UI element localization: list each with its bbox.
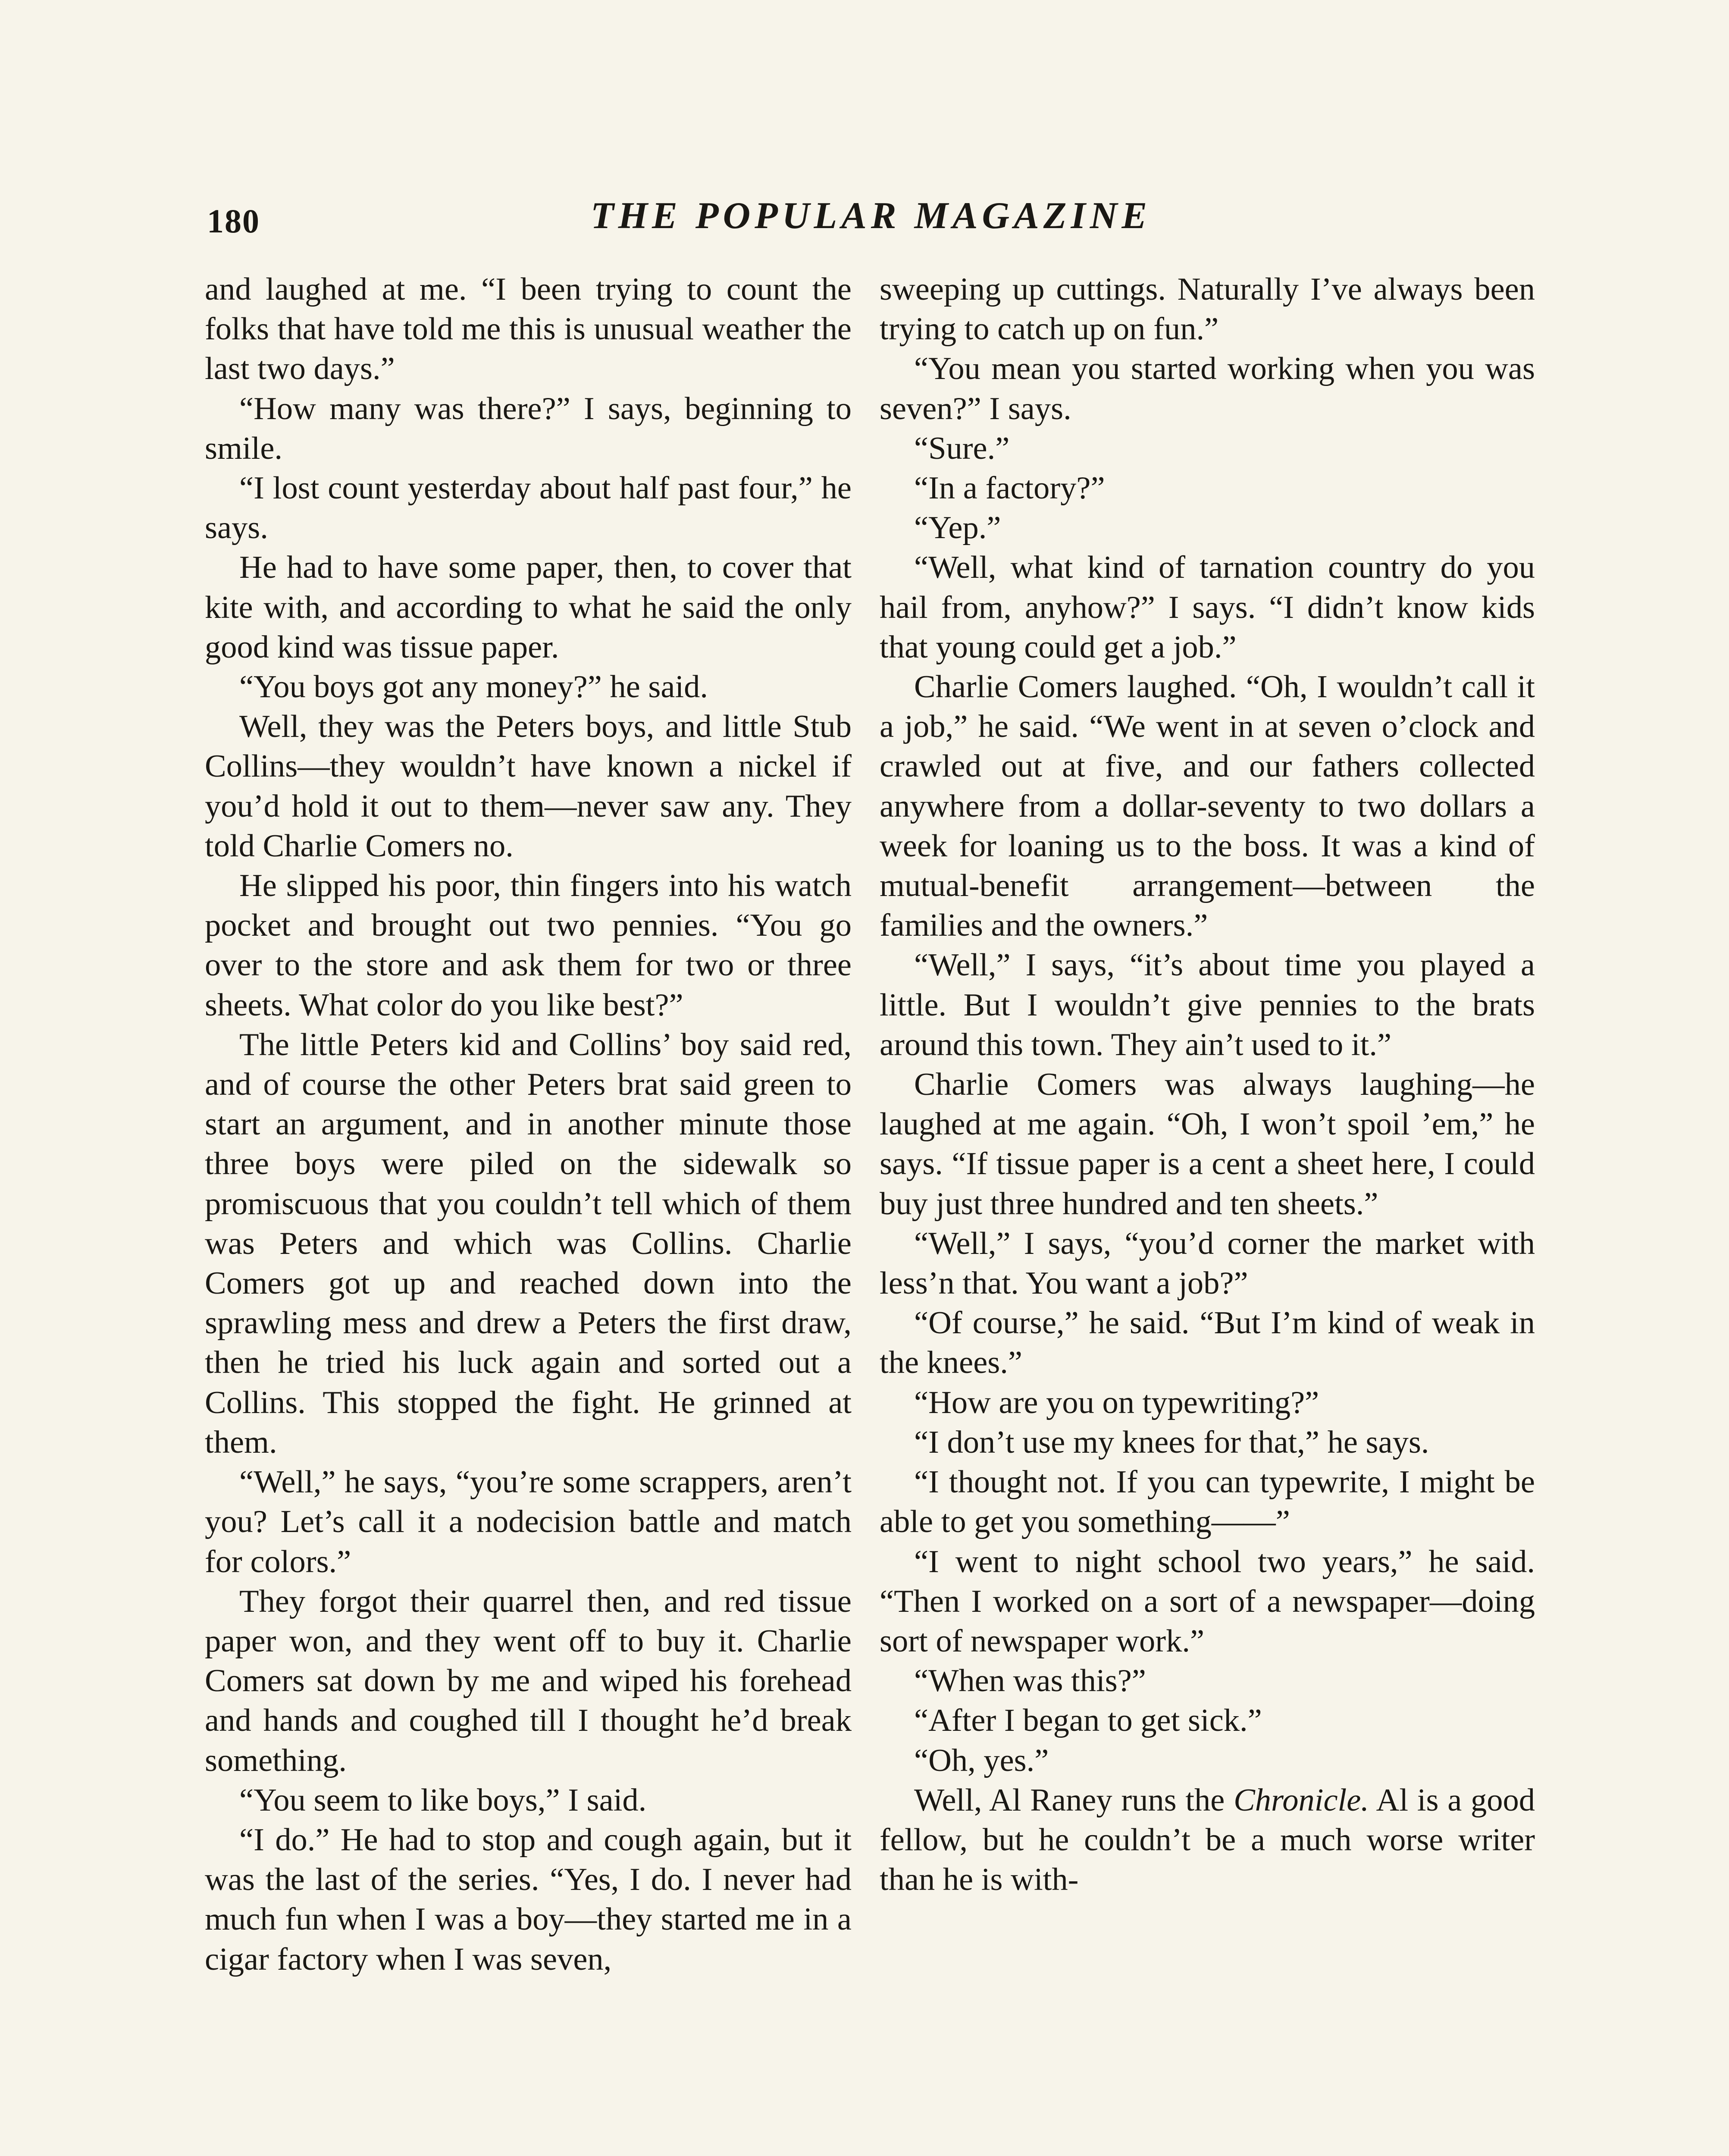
paragraph: “Oh, yes.” [914, 1742, 1049, 1778]
paragraph: “You boys got any money?” he said. [239, 669, 708, 705]
paragraph: “When was this?” [914, 1663, 1146, 1699]
paragraph: The little Peters kid and Collins’ boy said red, and of course the other Peters brat said green to start an argument, and in another minute those three boys were piled on the sidewalk so promiscuous that you couldn’t tell which of them was Peters and which was Collins. Charlie Comers got up and reached down into the sprawling mess and drew a Peters the first draw, then he tried his luck again and sorted out a Collins. This stopped the fight. He grinned at them. [205, 1027, 852, 1460]
paragraph: “Of course,” he said. “But I’m kind of weak in the knees.” [880, 1305, 1535, 1381]
paragraph: sweeping up cuttings. Naturally I’ve always been trying to catch up on fun.” [880, 272, 1535, 347]
paragraph: “Yep.” [914, 510, 1001, 546]
paragraph: “You seem to like boys,” I said. [239, 1782, 647, 1818]
paragraph: “I lost count yesterday about half past four,” he says. [205, 470, 852, 546]
paragraph: They forgot their quarrel then, and red tissue paper won, and they went off to buy it. Charlie Comers sat down by me and wiped his forehead and hands and coughed till I thought he’d break something. [205, 1583, 852, 1778]
paragraph: He slipped his poor, thin fingers into his watch pocket and brought out two pennies. “You go over to the store and ask them for two or three sheets. What color do you like best?” [205, 868, 852, 1023]
paragraph: Charlie Comers was always laughing—he laughed at me again. “Oh, I won’t spoil ’em,” he says. “If tissue paper is a cent a sheet here, I could buy just three hundred and ten sheets.” [880, 1067, 1535, 1222]
paragraph: “Well,” I says, “it’s about time you played a little. But I wouldn’t give pennies to the brats around this town. They ain’t used to it.” [880, 947, 1535, 1062]
paragraph: Well, they was the Peters boys, and little Stub Collins—they wouldn’t have known a nickel if you’d hold it out to them—never saw any. They told Charlie Comers no. [205, 709, 852, 864]
paragraph: “How many was there?” I says, beginning to smile. [205, 391, 852, 466]
running-title: THE POPULAR MAGAZINE [590, 195, 1152, 237]
paragraph: “Well,” he says, “you’re some scrappers, aren’t you? Let’s call it a nodecision battle and match for colors.” [205, 1464, 852, 1579]
paragraph: “How are you on typewriting?” [914, 1385, 1319, 1420]
paragraph: He had to have some paper, then, to cover that kite with, and according to what he said the only good kind was tissue paper. [205, 550, 852, 665]
paragraph: “Well, what kind of tarnation country do you hail from, anyhow?” I says. “I didn’t know kids that young could get a job.” [880, 550, 1535, 665]
paragraph: “I do.” He had to stop and cough again, but it was the last of the series. “Yes, I do. I never had much fun when I was a boy—they started me in a cigar factory when I was seven, [205, 1822, 852, 1977]
paragraph: Well, Al Raney runs the Chronicle. Al is a good fellow, but he couldn’t be a much worse writer than he is with- [880, 1782, 1535, 1898]
paragraph: and laughed at me. “I been trying to count the folks that have told me this is unusual weather the last two days.” [205, 272, 852, 387]
paragraph: “After I began to get sick.” [914, 1703, 1262, 1739]
paragraph: “Well,” I says, “you’d corner the market with less’n that. You want a job?” [880, 1225, 1535, 1301]
paragraph: “Sure.” [914, 430, 1010, 466]
paragraph: “In a factory?” [914, 470, 1105, 506]
left-column [205, 270, 852, 1979]
paragraph: “I don’t use my knees for that,” he says. [914, 1424, 1429, 1460]
page-number: 180 [207, 202, 260, 240]
paragraph: “You mean you started working when you was seven?” I says. [880, 351, 1535, 426]
page-header [207, 194, 1535, 246]
paragraph: Charlie Comers laughed. “Oh, I wouldn’t call it a job,” he said. “We went in at seven o’clock and crawled out at five, and our fathers collected anywhere from a dollar-seventy to two dollars a week for loaning us to the boss. It was a kind of mutual-benefit arrangement—between the families and the owners.” [880, 669, 1535, 943]
paragraph: “I thought not. If you can typewrite, I might be able to get you something——” [880, 1464, 1535, 1540]
paragraph: “I went to night school two years,” he said. “Then I worked on a sort of a newspaper—doing sort of newspaper work.” [880, 1544, 1535, 1659]
right-column [880, 270, 1535, 1899]
